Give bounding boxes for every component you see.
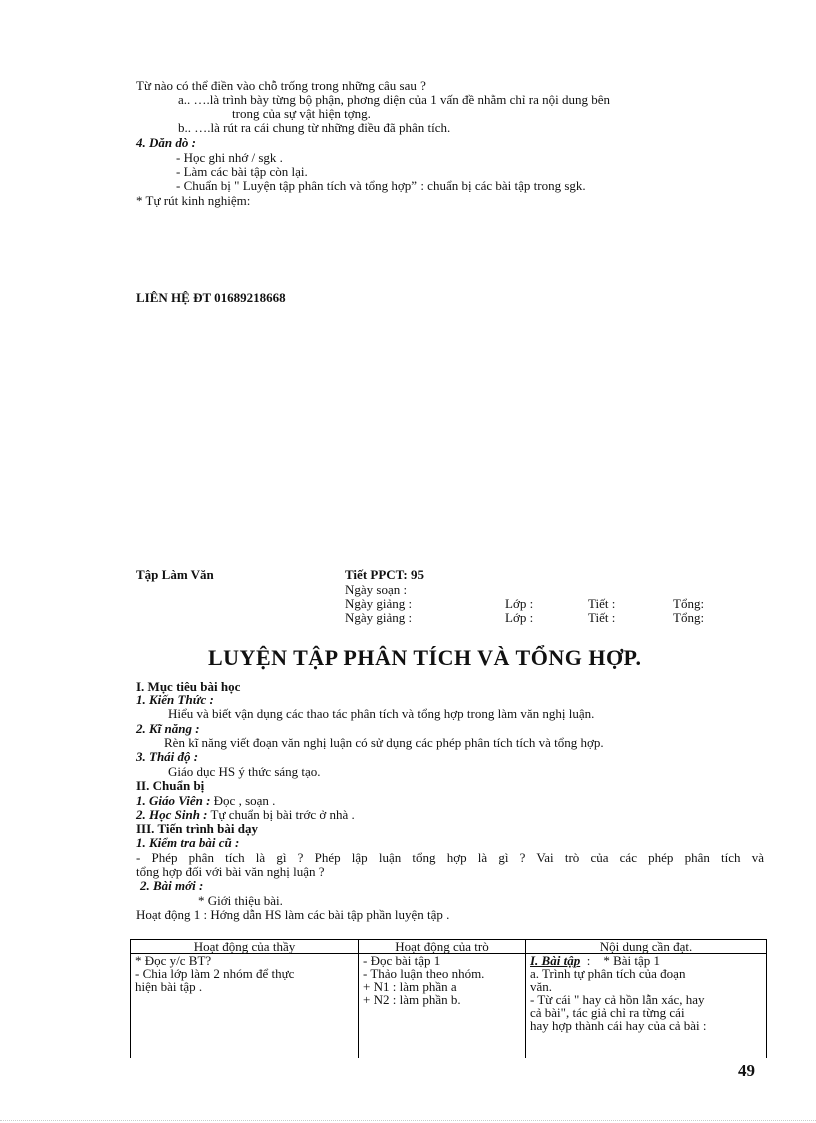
class-label-2: Lớp : bbox=[505, 610, 534, 625]
header-student-activity: Hoạt động của trò bbox=[359, 940, 526, 954]
lesson-title: LUYỆN TẬP PHÂN TÍCH VÀ TỔNG HỢP. bbox=[208, 645, 642, 670]
teacher-line: - Chia lớp làm 2 nhóm để thực bbox=[135, 966, 295, 981]
table-header-row bbox=[131, 940, 767, 954]
student-activity-cell bbox=[359, 954, 526, 1059]
skills-text: Rèn kĩ năng viết đoạn văn nghị luận có sử dụng các phép phân tích tích và tổng hợp. bbox=[164, 735, 604, 750]
attitude-text: Giáo dục HS ý thức sáng tạo. bbox=[168, 764, 321, 779]
activity-1: Hoạt động 1 : Hớng dẫn HS làm các bài tập phần luyện tập . bbox=[136, 907, 450, 922]
homework-heading: 4. Dăn dò : bbox=[136, 135, 196, 150]
period-label-2: Tiết : bbox=[588, 610, 616, 625]
old-lesson-question-text1: - Phép phân tích là gì ? Phép lập luận tổng hợp là gì ? Vai trò của các phép phân tích và bbox=[136, 850, 764, 865]
table-row bbox=[131, 954, 767, 1059]
content-cell bbox=[526, 954, 767, 1059]
content-line: a. Trình tự phân tích của đoạn bbox=[530, 966, 686, 981]
content-line: văn. bbox=[530, 979, 553, 994]
old-lesson-check-heading: 1. Kiểm tra bài cũ : bbox=[136, 835, 240, 850]
teacher-line: hiện bài tập . bbox=[135, 979, 203, 994]
content-line: cả bài", tác giả chỉ ra từng cái bbox=[530, 1005, 685, 1020]
prepare-date-label: Ngày soạn : bbox=[345, 582, 408, 597]
student-prep-label: 2. Học Sinh : bbox=[136, 807, 208, 822]
header-teacher-activity: Hoạt động của thầy bbox=[131, 940, 359, 954]
teacher-line: * Đọc y/c BT? bbox=[135, 953, 212, 968]
lesson-period: Tiết PPCT: 95 bbox=[345, 567, 424, 582]
fill-item-a-line1: a.. ….là trình bày từng bộ phận, phơng diện của 1 vấn đề nhằm chỉ ra nội dung bên bbox=[178, 92, 610, 107]
fill-item-b: b.. ….là rút ra cái chung từ những điều đã phân tích. bbox=[178, 120, 451, 135]
student-line: - Thảo luận theo nhóm. bbox=[363, 966, 485, 981]
self-experience-note: * Tự rút kinh nghiệm: bbox=[136, 193, 251, 208]
old-lesson-question-line1 bbox=[136, 851, 764, 864]
total-label-1: Tổng: bbox=[673, 596, 705, 611]
teacher-prep bbox=[136, 794, 275, 807]
activity-table bbox=[130, 939, 767, 1058]
page-bottom-divider bbox=[0, 1120, 816, 1121]
teacher-prep-label: 1. Giáo Viên : bbox=[136, 793, 211, 808]
page-number: 49 bbox=[738, 1061, 755, 1080]
teach-date-label-2: Ngày giảng : bbox=[345, 610, 413, 625]
knowledge-heading: 1. Kiến Thức : bbox=[136, 692, 214, 707]
attitude-heading: 3. Thái độ : bbox=[136, 749, 199, 764]
class-label-1: Lớp : bbox=[505, 596, 534, 611]
student-prep-text: Tự chuẩn bị bài trớc ở nhà . bbox=[210, 807, 355, 822]
total-label-2: Tổng: bbox=[673, 610, 705, 625]
fill-item-a-line2: trong của sự vật hiện tợng. bbox=[232, 106, 371, 121]
header-content: Nội dung cần đạt. bbox=[526, 940, 767, 954]
teacher-prep-text: Đọc , soạn . bbox=[213, 793, 276, 808]
teach-date-label-1: Ngày giảng : bbox=[345, 596, 413, 611]
student-prep bbox=[136, 808, 355, 821]
student-line: + N2 : làm phần b. bbox=[363, 992, 461, 1007]
period-label-1: Tiết : bbox=[588, 596, 616, 611]
teacher-activity-cell bbox=[131, 954, 359, 1059]
section-objectives: I. Mục tiêu bài học bbox=[136, 679, 241, 694]
fill-question: Từ nào có thể điền vào chỗ trống trong những câu sau ? bbox=[136, 78, 426, 93]
content-line: hay hợp thành cái hay của cả bài : bbox=[530, 1018, 707, 1033]
introduction: * Giới thiệu bài. bbox=[198, 893, 283, 908]
exercise-heading: I. Bài tập bbox=[530, 953, 581, 968]
skills-heading: 2. Kĩ năng : bbox=[136, 721, 200, 736]
subject-label: Tập Làm Văn bbox=[136, 567, 214, 582]
content-line: - Từ cái " hay cả hồn lẫn xác, hay bbox=[530, 992, 705, 1007]
exercise-1-label: : * Bài tập 1 bbox=[580, 953, 661, 968]
homework-item-2: - Làm các bài tập còn lại. bbox=[176, 164, 308, 179]
section-preparation: II. Chuẩn bị bbox=[136, 778, 205, 793]
homework-item-1: - Học ghi nhớ / sgk . bbox=[176, 150, 283, 165]
student-line: - Đọc bài tập 1 bbox=[363, 953, 441, 968]
new-lesson-heading: 2. Bài mới : bbox=[140, 878, 204, 893]
student-line: + N1 : làm phần a bbox=[363, 979, 457, 994]
contact-line: LIÊN HỆ ĐT 01689218668 bbox=[136, 290, 286, 305]
homework-item-3: - Chuẩn bị " Luyện tập phân tích và tổng hợp” : chuẩn bị các bài tập trong sgk. bbox=[176, 178, 586, 193]
knowledge-text: Hiểu và biết vận dụng các thao tác phân tích và tổng hợp trong làm văn nghị luận. bbox=[168, 706, 595, 721]
section-procedure: III. Tiến trình bài dạy bbox=[136, 821, 258, 836]
old-lesson-question-line2: tổng hợp đối với bài văn nghị luận ? bbox=[136, 864, 325, 879]
